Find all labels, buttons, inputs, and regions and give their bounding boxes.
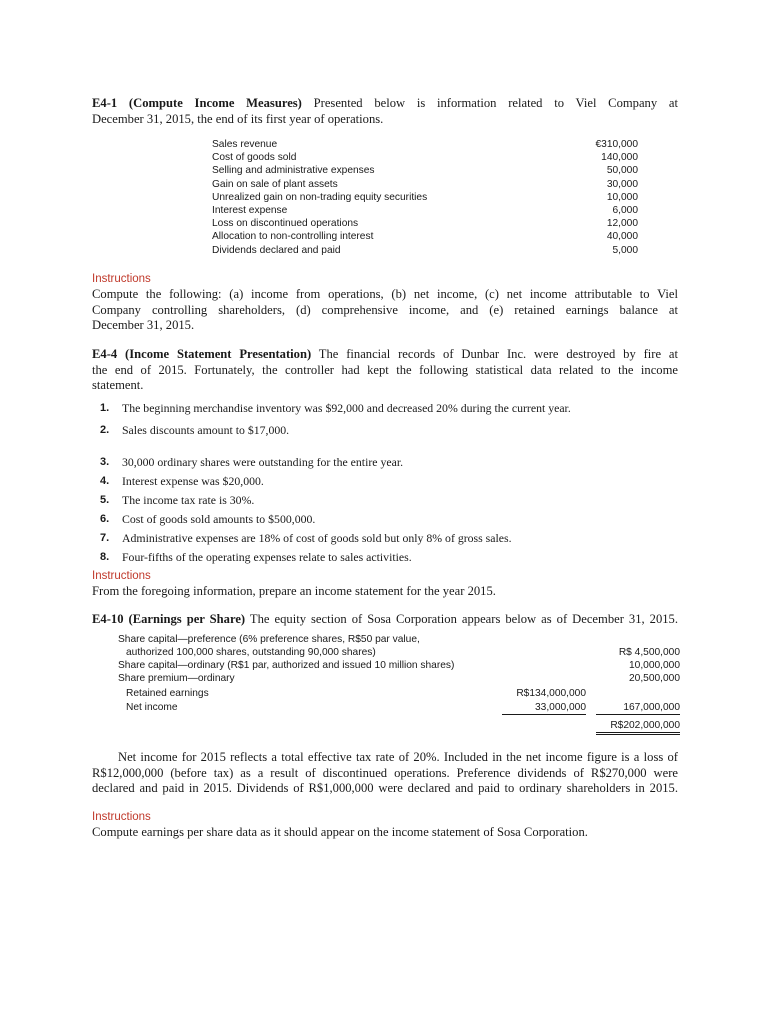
list-num: 8. (100, 551, 110, 563)
list-text: The income tax rate is 30%. (122, 493, 255, 507)
list-item (100, 493, 678, 512)
list-item (100, 550, 678, 569)
instr-line: December 31, 2015. (92, 318, 195, 333)
e4-10-heading: E4-10 (Earnings per Share) (92, 612, 246, 626)
equity-value: 20,500,000 (629, 673, 680, 684)
e4-10-intro (92, 612, 678, 628)
row-value: 50,000 (606, 165, 638, 177)
row-label: Interest expense (212, 205, 288, 217)
instr-line: From the foregoing information, prepare an income statement for the year 2015. (92, 584, 496, 598)
list-num: 6. (100, 513, 110, 525)
e4-1-heading: E4-1 (Compute Income Measures) (92, 96, 302, 110)
row-label: Selling and administrative expenses (212, 165, 375, 177)
e4-10-instructions (92, 810, 678, 841)
list-text: 30,000 ordinary shares were outstanding for the entire year. (122, 455, 404, 469)
equity-value: 10,000,000 (629, 660, 680, 671)
list-num: 3. (100, 456, 110, 468)
e4-1-instructions (92, 272, 678, 334)
e4-10-paragraph (92, 750, 678, 797)
list-num: 5. (100, 494, 110, 506)
instr-line: Compute earnings per share data as it should appear on the income statement of Sosa Corporation. (92, 825, 588, 839)
equity-value: R$ 4,500,000 (618, 647, 680, 658)
list-item (100, 512, 678, 531)
e4-4-intro-line3: statement. (92, 378, 144, 393)
e4-10-intro-text: The equity section of Sosa Corporation appears below as of December 31, 2015. (249, 612, 679, 626)
table-row (212, 164, 638, 177)
instr-line: Compute the following: (a) income from operations, (b) net income, (c) net income attributable to Viel (92, 287, 678, 301)
table-row (212, 178, 638, 191)
row-label: Unrealized gain on non-trading equity securities (212, 191, 428, 203)
e4-4-instructions (92, 569, 678, 600)
row-label: Dividends declared and paid (212, 244, 341, 256)
equity-value: 33,000,000 (502, 702, 586, 715)
list-text: Administrative expenses are 18% of cost of goods sold but only 8% of gross sales. (122, 531, 512, 545)
exercise-e4-4 (92, 347, 678, 597)
equity-line: Net income (126, 702, 178, 713)
list-item (100, 474, 678, 493)
e4-1-intro-line2: December 31, 2015, the end of its first year of operations. (92, 111, 384, 126)
list-text: The beginning merchandise inventory was $92,000 and decreased 20% during the current year. (122, 401, 571, 415)
list-text: Cost of goods sold amounts to $500,000. (122, 512, 316, 526)
equity-value: R$134,000,000 (516, 688, 586, 699)
para-line: Net income for 2015 reflects a total effective tax rate of 20%. Included in the net income figure is a loss of (118, 750, 678, 764)
list-num: 4. (100, 475, 110, 487)
para-line: declared and paid in 2015. Dividends of R$1,000,000 were declared and paid to ordinary shareholders in 2015. (92, 781, 678, 796)
table-row (212, 151, 638, 164)
equity-line: Share capital—ordinary (R$1 par, authorized and issued 10 million shares) (118, 660, 455, 671)
equity-section-table (118, 634, 680, 744)
row-value: 10,000 (606, 191, 638, 203)
equity-line: authorized 100,000 shares, outstanding 90,000 shares) (126, 647, 376, 658)
list-item (100, 531, 678, 550)
table-row (212, 204, 638, 217)
list-item (100, 401, 678, 423)
table-row (212, 244, 638, 257)
list-num: 2. (100, 424, 110, 436)
row-label: Cost of goods sold (212, 152, 297, 164)
row-value: 40,000 (606, 231, 638, 243)
list-text: Interest expense was $20,000. (122, 474, 264, 488)
row-label: Allocation to non-controlling interest (212, 231, 374, 243)
list-text: Sales discounts amount to $17,000. (122, 423, 290, 437)
instructions-heading: Instructions (92, 570, 151, 582)
table-row (212, 191, 638, 204)
row-value: 6,000 (612, 205, 638, 217)
equity-line: Share premium—ordinary (118, 673, 235, 684)
table-row (212, 138, 638, 151)
equity-line: Retained earnings (126, 688, 209, 699)
e4-4-list (100, 401, 678, 569)
e4-4-heading: E4-4 (Income Statement Presentation) (92, 347, 312, 361)
equity-total: R$202,000,000 (596, 720, 680, 735)
para-line: R$12,000,000 (before tax) as a result of discontinued operations. Preference dividends of R$270,000 were (92, 765, 678, 780)
table-row (212, 217, 638, 230)
equity-value: 167,000,000 (596, 702, 680, 715)
exercise-e4-10 (92, 612, 678, 852)
list-item (100, 455, 678, 474)
e4-4-intro (92, 347, 678, 363)
e4-1-intro-line1: Presented below is information related to Viel Company at (313, 96, 678, 110)
row-value: 140,000 (601, 152, 638, 164)
instructions-heading: Instructions (92, 273, 151, 285)
row-label: Gain on sale of plant assets (212, 178, 338, 190)
e4-1-intro (92, 96, 678, 112)
row-value: 5,000 (612, 244, 638, 256)
e4-4-intro-line2: the end of 2015. Fortunately, the controller had kept the following statistical data related to the income (92, 362, 678, 377)
row-value: €310,000 (595, 139, 638, 150)
list-num: 1. (100, 402, 110, 414)
equity-line: Share capital—preference (6% preference shares, R$50 par value, (118, 634, 420, 645)
row-value: 30,000 (606, 178, 638, 190)
list-item (100, 423, 678, 455)
exercise-e4-1 (92, 96, 678, 336)
row-value: 12,000 (606, 218, 638, 230)
instructions-heading: Instructions (92, 811, 151, 823)
instr-line: Company controlling shareholders, (d) comprehensive income, and (e) retained earnings balance at (92, 302, 678, 317)
list-num: 7. (100, 532, 110, 544)
row-label: Loss on discontinued operations (212, 218, 359, 230)
row-label: Sales revenue (212, 139, 278, 150)
e4-1-data-table (212, 138, 638, 257)
list-text: Four-fifths of the operating expenses relate to sales activities. (122, 550, 412, 564)
e4-4-intro-line1: The financial records of Dunbar Inc. were destroyed by fire at (318, 347, 679, 361)
table-row (212, 230, 638, 243)
